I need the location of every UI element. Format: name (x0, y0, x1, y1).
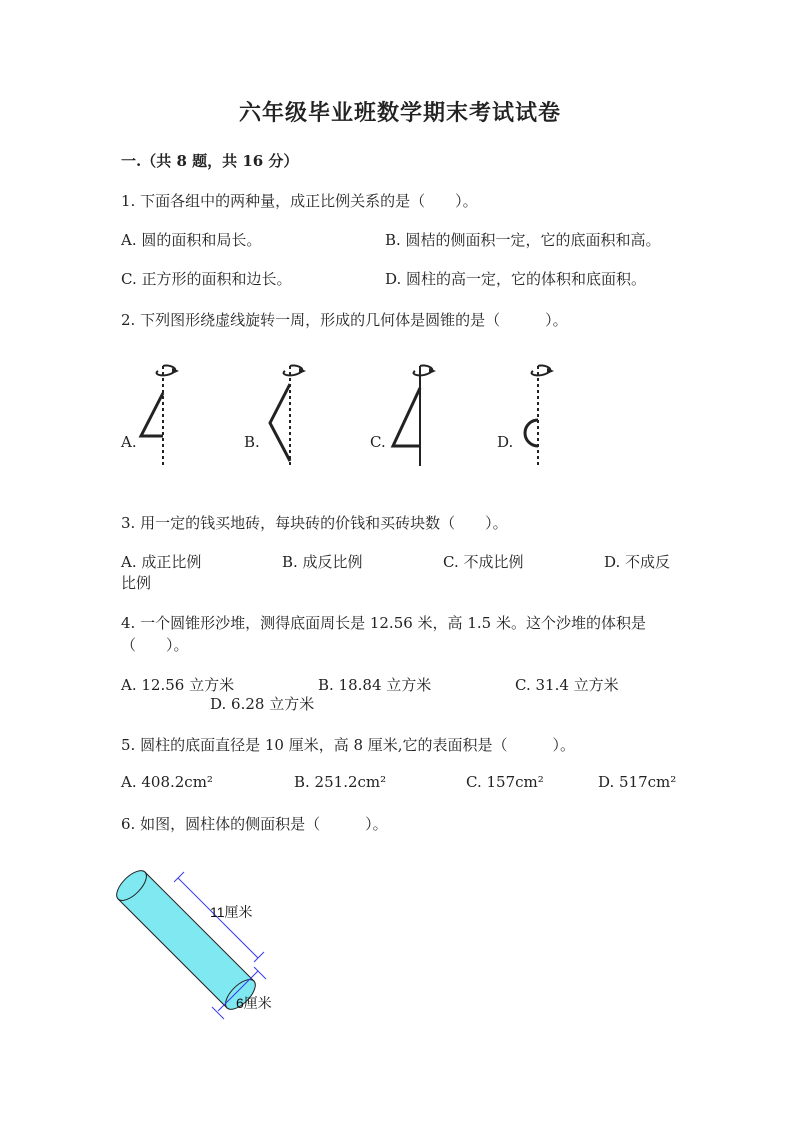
q5-option-d[interactable]: D. 517cm² (598, 773, 677, 791)
q2-figure-b (260, 358, 310, 470)
question-5: 5. 圆柱的底面直径是 10 厘米，高 8 厘米,它的表面积是（ ）。 (121, 736, 576, 754)
q2-figure-c (385, 358, 435, 470)
q1-option-b[interactable]: B. 圆桔的侧面积一定，它的底面积和高。 (385, 231, 661, 249)
q4-option-b[interactable]: B. 18.84 立方米 (318, 676, 432, 694)
question-1: 1. 下面各组中的两种量，成正比例关系的是（ ）。 (121, 192, 478, 210)
question-3: 3. 用一定的钱买地砖，每块砖的价钱和买砖块数（ ）。 (121, 514, 508, 532)
q2-option-c[interactable]: C. (370, 433, 386, 451)
page-title: 六年级毕业班数学期末考试试卷 (238, 100, 561, 126)
q2-figure-a (130, 358, 180, 470)
section-heading: 一.（共 8 题，共 16 分） (121, 152, 299, 170)
cylinder-length-label: 11厘米 (210, 904, 253, 920)
question-6: 6. 如图，圆柱体的侧面积是（ ）。 (121, 815, 388, 833)
q2-option-d[interactable]: D. (497, 433, 514, 451)
q1-option-c[interactable]: C. 正方形的面积和边长。 (121, 270, 292, 288)
question-4: 4. 一个圆锥形沙堆，测得底面周长是 12.56 米，高 1.5 米。这个沙堆的体积是 (121, 614, 646, 632)
q3-option-c[interactable]: C. 不成比例 (443, 553, 524, 571)
q5-option-b[interactable]: B. 251.2cm² (294, 773, 387, 791)
q1-option-d[interactable]: D. 圆柱的高一定，它的体积和底面积。 (385, 270, 647, 288)
q2-option-a[interactable]: A. (121, 433, 137, 451)
q1-option-a[interactable]: A. 圆的面积和局长。 (121, 231, 262, 249)
q3-option-d[interactable]: D. 不成反 (604, 553, 671, 571)
q5-option-c[interactable]: C. 157cm² (466, 773, 544, 791)
q2-option-b[interactable]: B. (244, 433, 260, 451)
q4-option-c[interactable]: C. 31.4 立方米 (515, 676, 619, 694)
question-4-continued: （ ）。 (121, 636, 189, 654)
cylinder-diameter-label: 6厘米 (236, 995, 272, 1011)
q3-option-a[interactable]: A. 成正比例 (121, 553, 202, 571)
question-2: 2. 下列图形绕虚线旋转一周，形成的几何体是圆锥的是（ ）。 (121, 311, 568, 329)
q3-option-b[interactable]: B. 成反比例 (282, 553, 363, 571)
q4-option-d[interactable]: D. 6.28 立方米 (210, 695, 315, 713)
q5-option-a[interactable]: A. 408.2cm² (121, 773, 213, 791)
q2-figure-d (510, 358, 560, 470)
q4-option-a[interactable]: A. 12.56 立方米 (121, 676, 235, 694)
q3-option-d-continued: 比例 (121, 574, 152, 592)
